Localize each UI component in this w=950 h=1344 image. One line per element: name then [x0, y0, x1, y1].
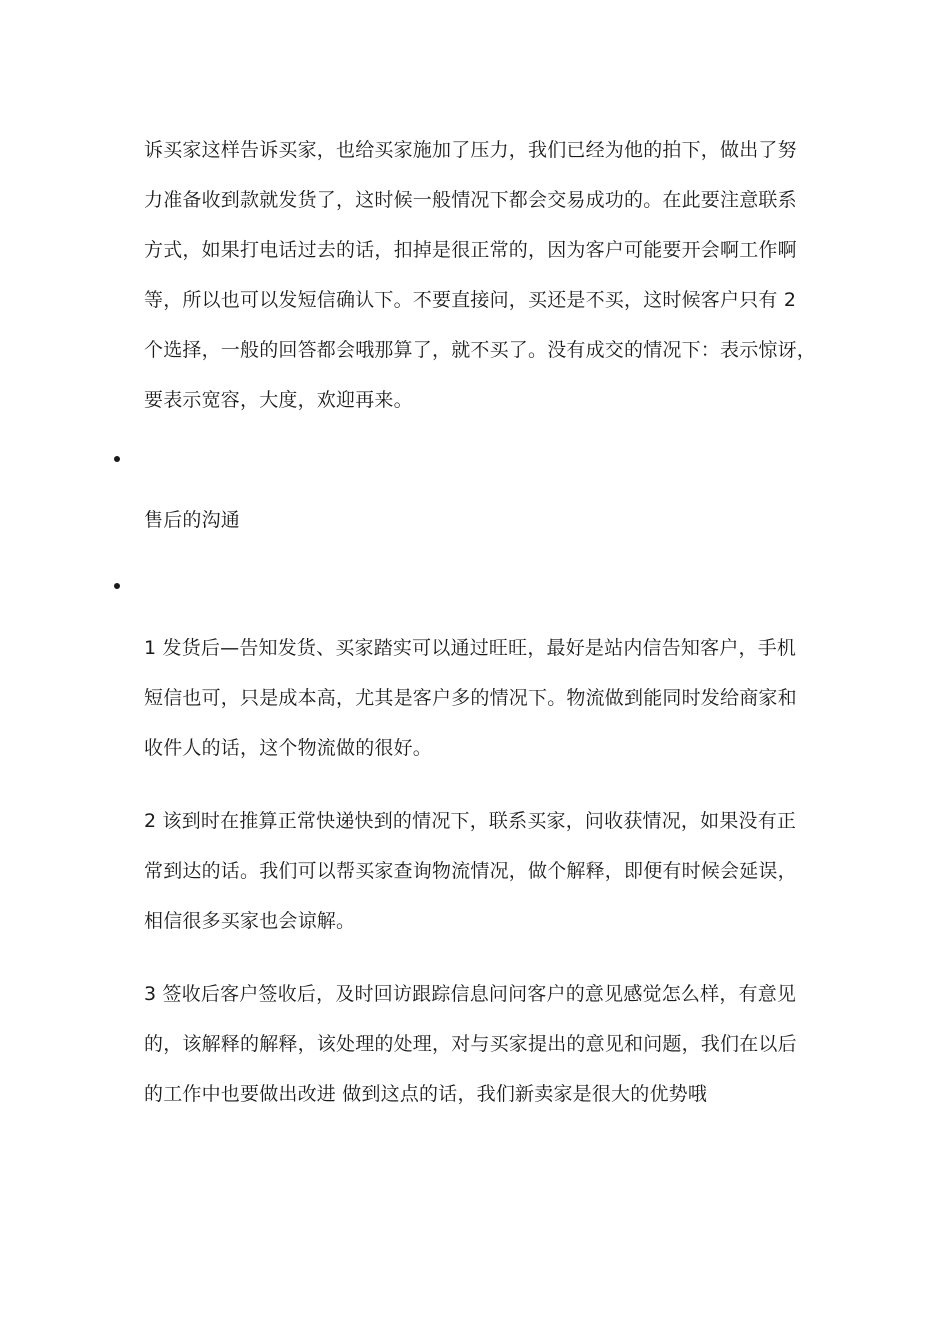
paragraph-line: 力准备收到款就发货了，这时候一般情况下都会交易成功的。在此要注意联系 [144, 189, 797, 211]
paragraph-line: 个选择，一般的回答都会哦那算了，就不买了。没有成交的情况下：表示惊讶， [144, 339, 817, 361]
list-item-line: 相信很多买家也会谅解。 [144, 910, 356, 932]
list-item-line: 收件人的话，这个物流做的很好。 [144, 737, 433, 759]
list-item-line: 常到达的话。我们可以帮买家查询物流情况，做个解释，即便有时候会延误， [144, 860, 797, 882]
section-title: 售后的沟通 [144, 509, 241, 531]
list-item-line: 1 发货后—告知发货、买家踏实可以通过旺旺，最好是站内信告知客户，手机 [144, 637, 797, 659]
paragraph-line: 方式，如果打电话过去的话，扣掉是很正常的，因为客户可能要开会啊工作啊 [144, 239, 797, 261]
bullet-marker [114, 583, 120, 589]
list-item-line: 2 该到时在推算正常快递快到的情况下，联系买家，问收获情况，如果没有正 [144, 810, 797, 832]
paragraph-line: 要表示宽容，大度，欢迎再来。 [144, 389, 413, 411]
list-item-line: 的，该解释的解释，该处理的处理，对与买家提出的意见和问题，我们在以后 [144, 1033, 797, 1055]
list-item-line: 短信也可，只是成本高，尤其是客户多的情况下。物流做到能同时发给商家和 [144, 687, 797, 709]
paragraph-line: 等，所以也可以发短信确认下。不要直接问，买还是不买，这时候客户只有 2 [144, 289, 797, 311]
paragraph-line: 诉买家这样告诉买家，也给买家施加了压力，我们已经为他的拍下，做出了努 [144, 139, 797, 161]
list-item-line: 3 签收后客户签收后，及时回访跟踪信息问问客户的意见感觉怎么样，有意见 [144, 983, 797, 1005]
list-item-line: 的工作中也要做出改进 做到这点的话，我们新卖家是很大的优势哦 [144, 1083, 708, 1105]
bullet-marker [114, 456, 120, 462]
